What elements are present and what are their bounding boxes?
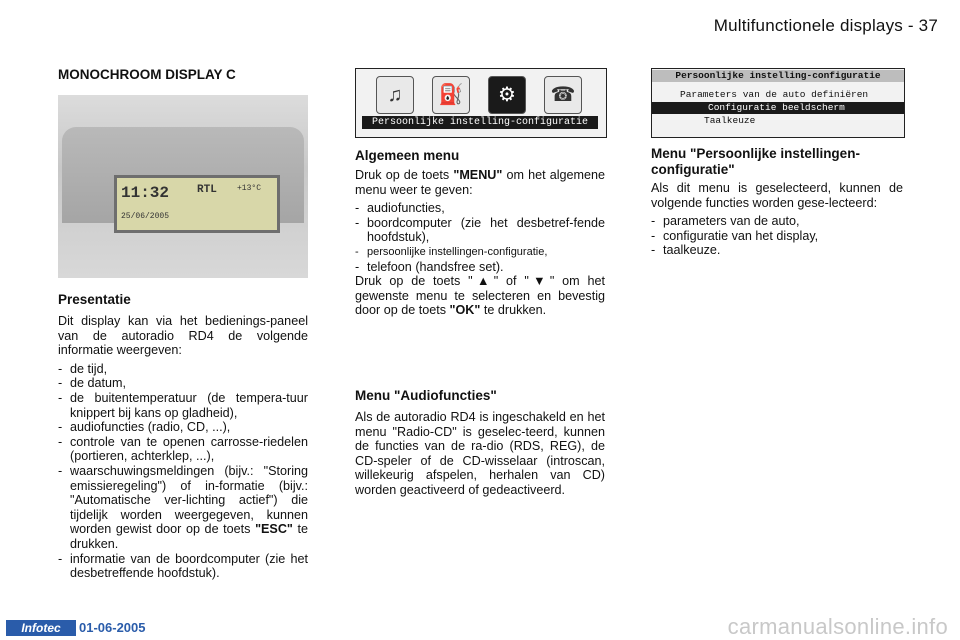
- lcd-title: Persoonlijke instelling-configuratie: [652, 70, 904, 82]
- screen-temp: +13°C: [237, 184, 262, 193]
- presentatie-title: Presentatie: [58, 292, 131, 307]
- list-item: - audiofuncties (radio, CD, ...),: [58, 420, 308, 435]
- algemeen-intro: [355, 168, 605, 197]
- esc-key: "ESC": [255, 522, 293, 537]
- list-item: - de buitentemperatuur (de tempera-tuur knippert bij kans op gladheid),: [58, 391, 308, 420]
- config-menu-lcd: [651, 68, 905, 138]
- display-photo: [58, 95, 308, 278]
- audio-menu-title: Menu "Audiofuncties": [355, 388, 497, 403]
- infotec-logo: Infotec: [6, 620, 76, 636]
- screen-time: 11:32: [121, 184, 170, 202]
- audio-icon: ♫: [376, 76, 414, 114]
- list-item: - configuratie van het display,: [651, 229, 903, 244]
- screen-station: RTL: [197, 184, 217, 196]
- section-heading: MONOCHROOM DISPLAY C: [58, 67, 236, 82]
- intro-text: Druk op de toets: [355, 168, 454, 182]
- page-header: Multifunctionele displays - 37: [713, 16, 938, 35]
- presentatie-body: [58, 314, 308, 581]
- list-item: - taalkeuze.: [651, 243, 903, 258]
- lcd-line-3: Taalkeuze: [704, 115, 756, 126]
- config-menu-title: Menu "Persoonlijke instellingen-configuratie": [651, 146, 860, 177]
- algemeen-menu-body: [355, 168, 605, 322]
- footer-date: 01-06-2005: [79, 620, 146, 635]
- list-item: - de tijd,: [58, 362, 308, 377]
- screen-date: 25/06/2005: [121, 212, 170, 221]
- list-item: - controle van te openen carrosse-riedelen (portieren, achterklep, ...),: [58, 435, 308, 464]
- audio-menu-body: Als de autoradio RD4 is ingeschakeld en het menu "Radio-CD" is geselec-teerd, kunnen de functies van de ra-dio (RDS, REG), de CD-speler of de CD-wisselaar (introscan, willekeurig afspelen, herhalen van CD) worden geactiveerd of gedeactiveerd.: [355, 410, 605, 497]
- dashboard-panel: [62, 127, 304, 223]
- config-list: [651, 214, 903, 258]
- menu-key: "MENU": [453, 168, 503, 182]
- config-menu-body: [651, 181, 903, 258]
- ok-key: "OK": [449, 303, 481, 318]
- nav-text: Druk op de toets "▲" of "▼" om het gewenste menu te selecteren en bevestig door op de toets: [355, 274, 605, 318]
- list-item: [58, 464, 308, 552]
- settings-sliders-icon: ⚙: [488, 76, 526, 114]
- config-intro: Als dit menu is geselecteerd, kunnen de volgende functies worden gese-lecteerd:: [651, 181, 903, 210]
- fuel-pump-icon: ⛽: [432, 76, 470, 114]
- list-item: - persoonlijke instellingen-configuratie,: [355, 245, 605, 260]
- list-item: - de datum,: [58, 376, 308, 391]
- presentatie-intro: Dit display kan via het bedienings-paneel van de autoradio RD4 de volgende informatie weergeven:: [58, 314, 308, 358]
- lcd-selected-label: Persoonlijke instelling-configuratie: [362, 116, 598, 129]
- nav-suffix: te drukken.: [480, 303, 547, 318]
- intro-text-end: om het algemene menu weer te geven:: [355, 168, 606, 197]
- list-item: - parameters van de auto,: [651, 214, 903, 229]
- general-menu-lcd: [355, 68, 607, 138]
- lcd-line-1: Parameters van de auto definiëren: [680, 89, 869, 100]
- list-item: - informatie van de boordcomputer (zie het desbetreffende hoofdstuk).: [58, 552, 308, 581]
- algemeen-menu-title: Algemeen menu: [355, 148, 460, 163]
- list-item: - telefoon (handsfree set).: [355, 260, 605, 275]
- display-screen: [114, 175, 280, 233]
- algemeen-list: [355, 201, 605, 274]
- phone-icon: ☎: [544, 76, 582, 114]
- watermark: carmanualsonline.info: [727, 614, 948, 639]
- esc-suffix: te drukken.: [70, 522, 308, 551]
- presentatie-list: [58, 362, 308, 581]
- list-item: - audiofuncties,: [355, 201, 605, 216]
- list-item: - boordcomputer (zie het desbetref-fende hoofdstuk),: [355, 216, 605, 245]
- list-item-text: waarschuwingsmeldingen (bijv.: "Storing emissieregeling") of in-formatie (bijv.: "Automatische ver-lichting actief") die tijdelijk worden weergegeven, kunnen worden gewist door op de toets: [70, 463, 308, 537]
- nav-instructions: [355, 274, 605, 318]
- lcd-line-2-selected: Configuratie beeldscherm: [652, 102, 904, 114]
